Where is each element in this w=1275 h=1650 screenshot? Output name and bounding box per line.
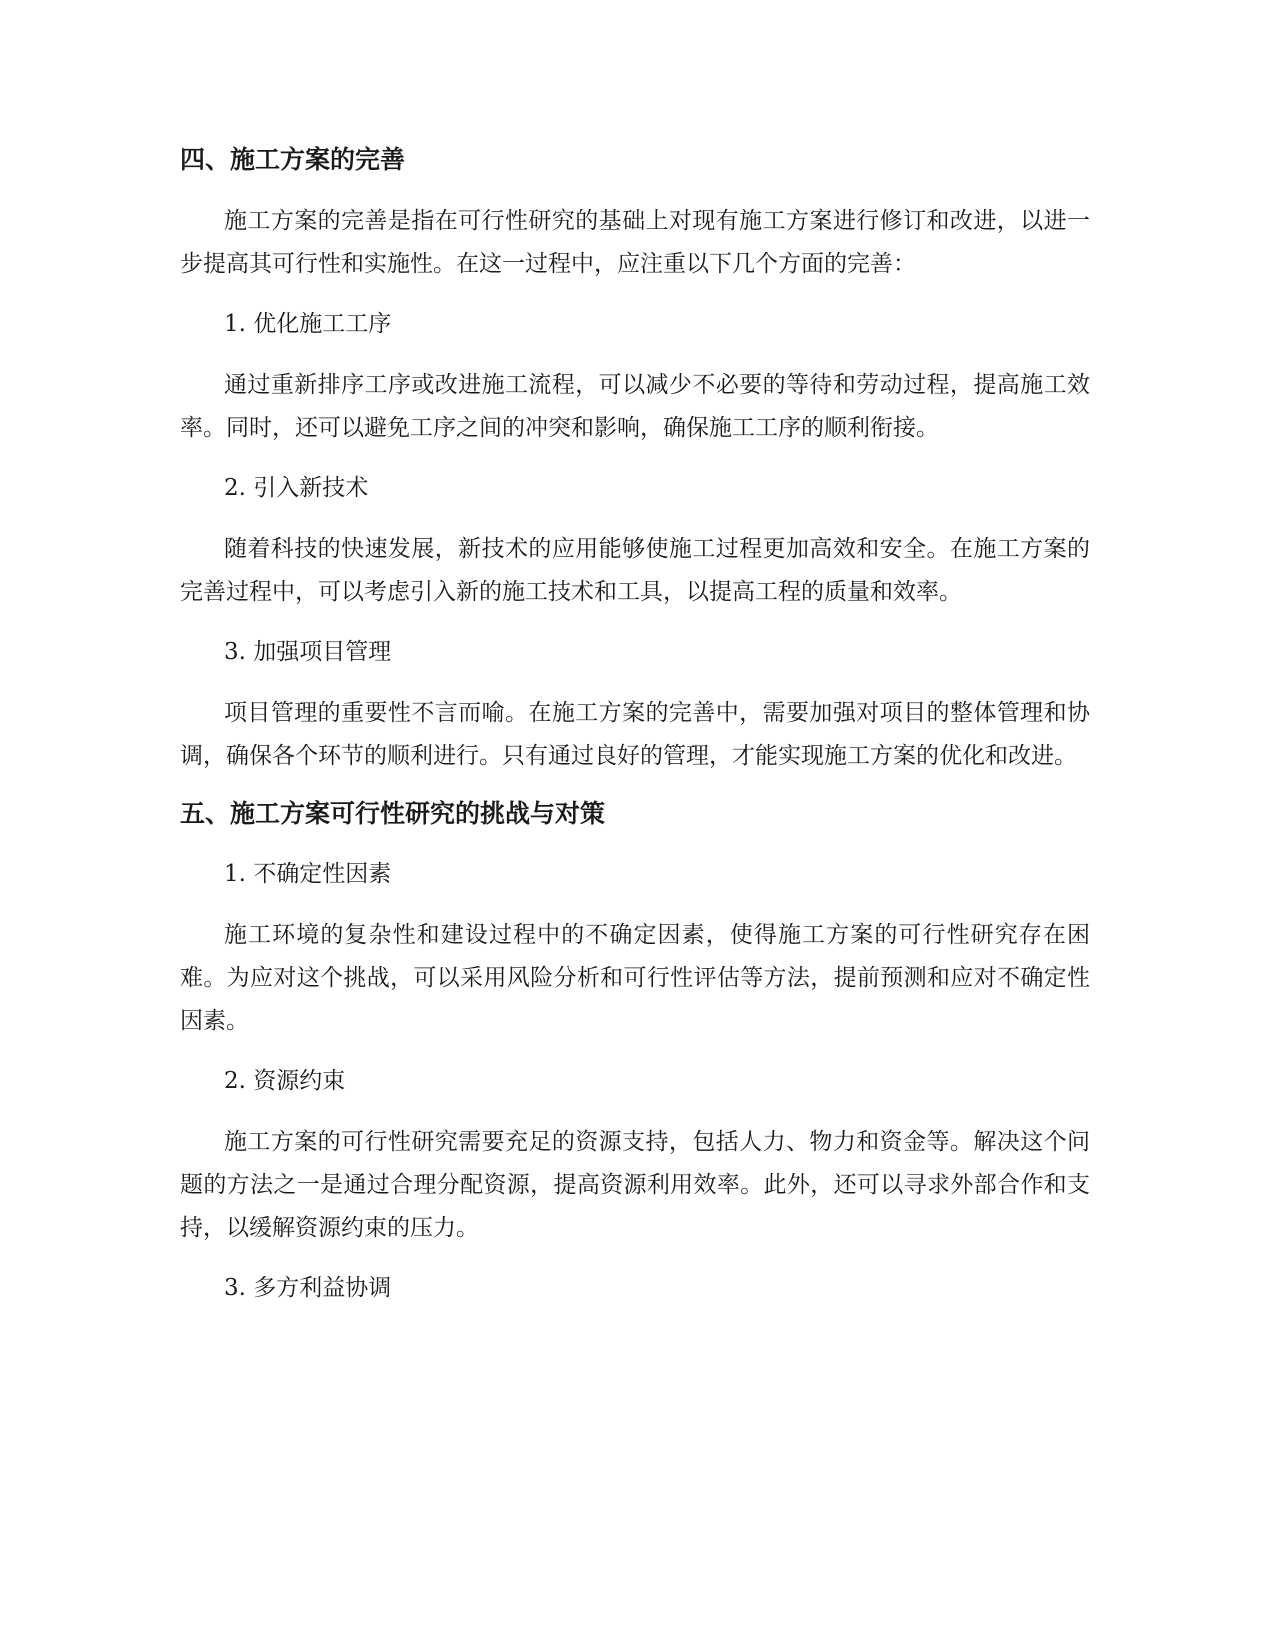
section-5-item-2-body: 施工方案的可行性研究需要充足的资源支持，包括人力、物力和资金等。解决这个问题的方法之一是通过合理分配资源，提高资源利用效率。此外，还可以寻求外部合作和支持，以缓解资源约束的压力。 <box>180 1129 1090 1241</box>
section-4-item-2-title: 2. 引入新技术 <box>224 475 369 501</box>
section-5-item-1-title: 1. 不确定性因素 <box>224 861 392 887</box>
section-4-item-1-body: 通过重新排序工序或改进施工流程，可以减少不必要的等待和劳动过程，提高施工效率。同时，还可以避免工序之间的冲突和影响，确保施工工序的顺利衔接。 <box>180 372 1090 441</box>
section-4-item-3-title: 3. 加强项目管理 <box>224 639 392 665</box>
section-5-item-3-title: 3. 多方利益协调 <box>224 1275 392 1301</box>
section-5-item-1-body: 施工环境的复杂性和建设过程中的不确定因素，使得施工方案的可行性研究存在困难。为应对这个挑战，可以采用风险分析和可行性评估等方法，提前预测和应对不确定性因素。 <box>180 922 1090 1034</box>
section-4-heading: 四、施工方案的完善 <box>180 145 406 174</box>
section-4-item-1-title: 1. 优化施工工序 <box>224 311 392 337</box>
section-4-item-3-body: 项目管理的重要性不言而喻。在施工方案的完善中，需要加强对项目的整体管理和协调，确保各个环节的顺利进行。只有通过良好的管理，才能实现施工方案的优化和改进。 <box>180 700 1090 769</box>
section-5-heading: 五、施工方案可行性研究的挑战与对策 <box>180 799 606 828</box>
section-4-intro: 施工方案的完善是指在可行性研究的基础上对现有施工方案进行修订和改进，以进一步提高其可行性和实施性。在这一过程中，应注重以下几个方面的完善： <box>180 208 1090 277</box>
section-4-item-2-body: 随着科技的快速发展，新技术的应用能够使施工过程更加高效和安全。在施工方案的完善过程中，可以考虑引入新的施工技术和工具，以提高工程的质量和效率。 <box>180 536 1090 605</box>
document-page <box>180 140 1090 1308</box>
section-5-item-2-title: 2. 资源约束 <box>224 1068 346 1094</box>
